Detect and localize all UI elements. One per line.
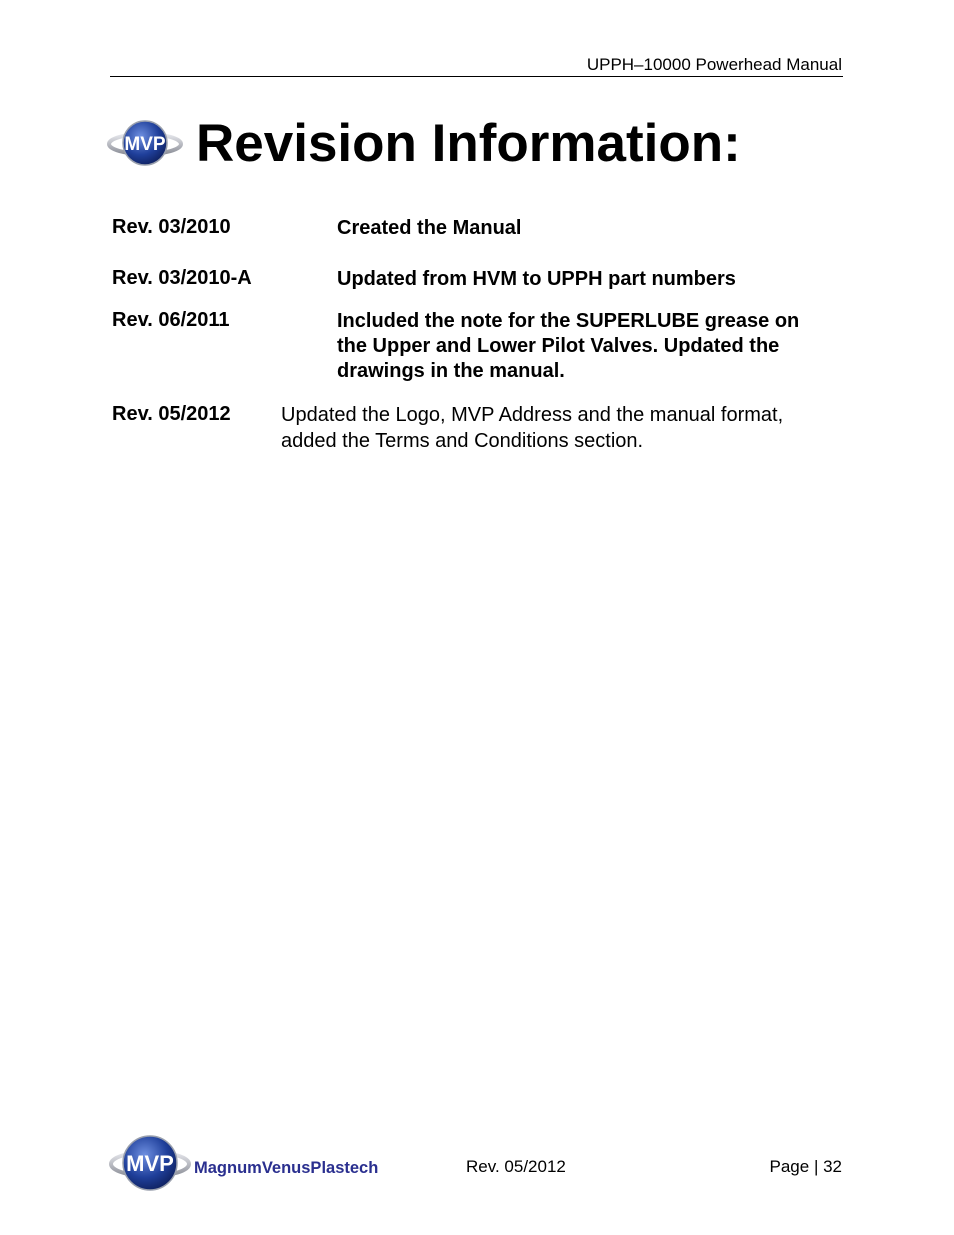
revision-line: Updated from HVM to UPPH part numbers <box>337 268 736 290</box>
page-title-row <box>106 108 741 178</box>
revision-line: Included the note for the SUPERLUBE grease on <box>337 310 800 332</box>
revision-description <box>337 309 799 384</box>
revision-date: Rev. 03/2010-A <box>112 267 252 289</box>
revision-date: Rev. 06/2011 <box>112 309 230 331</box>
revision-line: the Upper and Lower Pilot Valves. Updated the <box>337 335 780 357</box>
revision-date: Rev. 05/2012 <box>112 403 231 425</box>
revision-description <box>337 267 736 292</box>
footer-revision: Rev. 05/2012 <box>466 1157 566 1176</box>
revision-line: Created the Manual <box>337 217 522 239</box>
revision-date: Rev. 03/2010 <box>112 216 231 238</box>
footer-logo-mark-text: MVP <box>126 1151 174 1176</box>
logo-mark-text: MVP <box>124 134 166 155</box>
footer-brand-text: MagnumVenusPlastech <box>194 1159 379 1177</box>
mvp-logo-icon <box>106 115 184 171</box>
revision-line: Updated the Logo, MVP Address and the manual format, <box>281 404 784 426</box>
manual-title: UPPH–10000 Powerhead Manual <box>586 55 842 74</box>
revision-line: drawings in the manual. <box>337 360 565 382</box>
revision-description <box>281 402 783 454</box>
footer-page-number: Page | 32 <box>769 1157 842 1176</box>
page-title: Revision Information: <box>196 113 741 173</box>
revision-line: added the Terms and Conditions section. <box>281 430 644 452</box>
header-divider <box>110 76 843 77</box>
magnum-venus-plastech-logo-icon <box>108 1132 398 1194</box>
revision-description <box>337 216 521 241</box>
